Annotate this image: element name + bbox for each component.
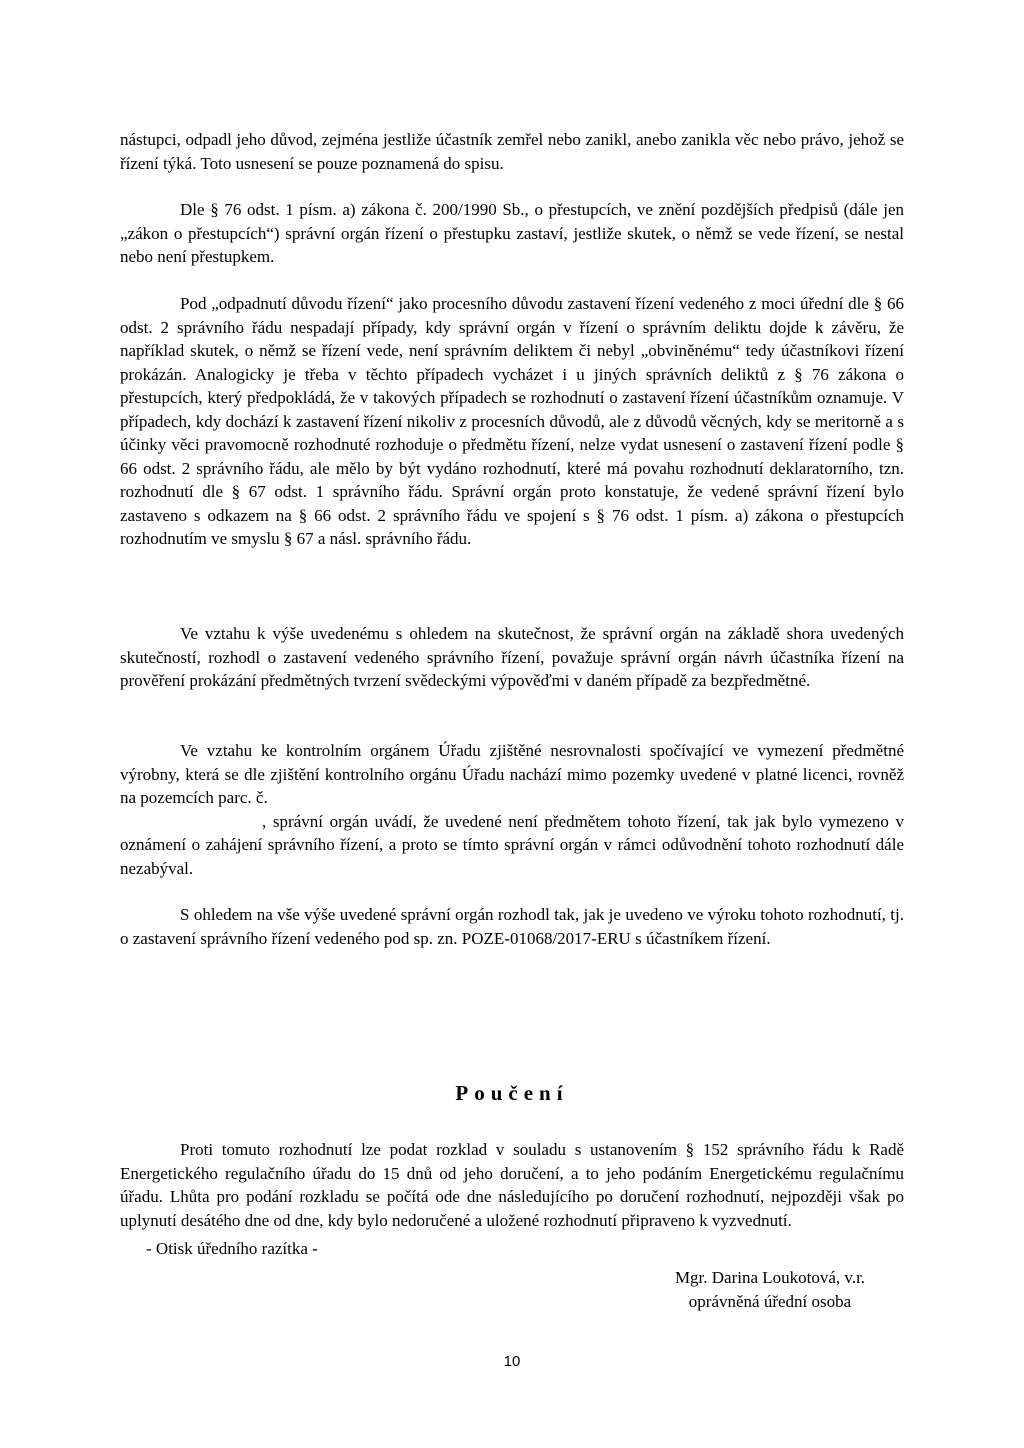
appeal-instruction-paragraph: Proti tomuto rozhodnutí lze podat rozklad v souladu s ustanovením § 152 správního řádu k Radě Energetického regulačního úřadu do 15 dnů od jeho doručení, a to jeho podáním Energetickému regulačnímu úřadu. Lhůta pro podání rozkladu se počítá ode dne následujícího po doručení rozhodnutí, nejpozději však po uplynutí desátého dne od dne, kdy bylo nedoručené a uložené rozhodnutí připraveno k vyzvednutí. (120, 1140, 904, 1230)
paragraph-procedural-reason: Pod „odpadnutí důvodu řízení“ jako procesního důvodu zastavení řízení vedeného z moci úřední dle § 66 odst. 2 správního řádu nespadají případy, kdy správní orgán v řízení o správním deliktu dojde k závěru, že například skutek, o němž se řízení vede, není správním deliktem či nebyl „obviněnému“ tedy účastníkovi řízení prokázán. Analogicky je třeba v těchto případech vycházet i u jiných správních deliktů z § 76 zákona o přestupcích, který předpokládá, že v takových případech se rozhodnutí o zastavení řízení účastníkům oznamuje. V případech, kdy dochází k zastavení řízení nikoliv z procesních důvodů, ale z důvodů věcných, kdy se meritorně a s účinky věci pravomocně rozhodnuté rozhoduje o předmětu řízení, nelze vydat usnesení o zastavení řízení podle § 66 odst. 2 správního řádu, ale mělo by být vydáno rozhodnutí, které má povahu rozhodnutí deklaratorního, tzn. rozhodnutí dle § 67 odst. 1 správního řádu. Správní orgán proto konstatuje, že vedené správní řízení bylo zastaveno s odkazem na § 66 odst. 2 správního řádu ve spojení s § 76 odst. 1 písm. a) zákona o přestupcích rozhodnutím ve smyslu § 67 a násl. správního řádu. (120, 294, 904, 548)
page-number: 10 (503, 1353, 521, 1370)
paragraph-inspection-findings (120, 739, 904, 880)
signatory-name: Mgr. Darina Loukotová, v.r. (674, 1268, 866, 1287)
instruction-heading: Poučení (455, 1081, 569, 1105)
paragraph-witness-proposal: Ve vztahu k výše uvedenému s ohledem na skutečnost, že správní orgán na základě shora uvedených skutečností, rozhodl o zastavení vedeného správního řízení, považuje správní orgán návrh účastníka řízení na prověření prokázání předmětných tvrzení svědeckými výpověďmi v daném případě za bezpředmětné. (120, 624, 904, 690)
continuation-paragraph: nástupci, odpadl jeho důvod, zejména jestliže účastník zemřel nebo zanikl, anebo zanikla věc nebo právo, jehož se řízení týká. Toto usnesení se pouze poznamená do spisu. (120, 130, 904, 173)
signature-block (640, 1266, 900, 1313)
paragraph-statute: Dle § 76 odst. 1 písm. a) zákona č. 200/1990 Sb., o přestupcích, ve znění pozdějších předpisů (dále jen „zákon o přestupcích“) správní orgán řízení o přestupku zastaví, jestliže skutek, o němž se vede řízení, se nestal nebo není přestupkem. (120, 200, 904, 266)
signatory-role: oprávněná úřední osoba (688, 1291, 852, 1311)
official-stamp-note: - Otisk úředního razítka - (146, 1239, 318, 1258)
paragraph-inspection-findings-part-a: Ve vztahu ke kontrolním orgánem Úřadu zjištěné nesrovnalosti spočívající ve vymezení předmětné výrobny, která se dle zjištění kontrolního orgánu Úřadu nachází mimo pozemky uvedené v platné licenci, rovněž na pozemcích parc. č. (120, 741, 904, 807)
paragraph-conclusion: S ohledem na vše výše uvedené správní orgán rozhodl tak, jak je uvedeno ve výroku tohoto rozhodnutí, tj. o zastavení správního řízení vedeného pod sp. zn. POZE-01068/2017-ERU s účastníkem řízení. (120, 905, 904, 948)
paragraph-inspection-findings-part-b: , správní orgán uvádí, že uvedené není předmětem tohoto řízení, tak jak bylo vymezeno v oznámení o zahájení správního řízení, a proto se tímto správní orgán v rámci odůvodnění tohoto rozhodnutí dále nezabýval. (120, 811, 904, 878)
